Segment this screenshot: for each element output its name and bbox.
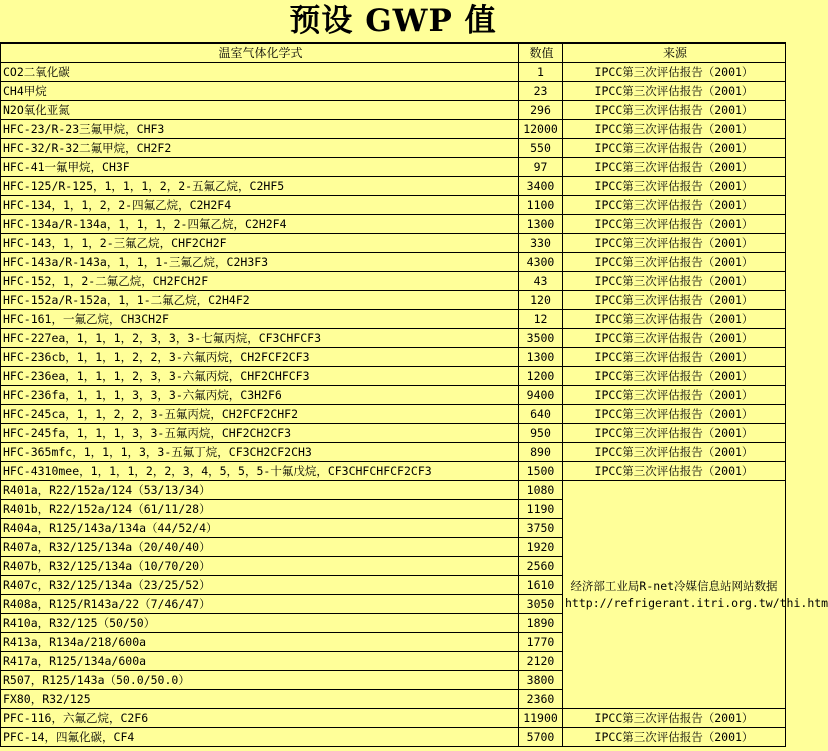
gas-name-cell: HFC-236fa，1，1，1，3，3，3-六氟丙烷，C3H2F6 [1,386,519,405]
gwp-value-cell: 1500 [519,462,563,481]
gas-name-cell: HFC-32/R-32二氟甲烷，CH2F2 [1,139,519,158]
table-row [1,215,786,234]
gwp-value-cell: 3050 [519,595,563,614]
gwp-table [0,43,828,747]
gas-name-cell: HFC-236cb，1，1，1，2，2，3-六氟丙烷，CH2FCF2CF3 [1,348,519,367]
gas-name-cell: HFC-245fa，1，1，1，3，3-五氟丙烷，CHF2CH2CF3 [1,424,519,443]
gas-name-cell: HFC-227ea，1，1，1，2，3，3，3-七氟丙烷，CF3CHFCF3 [1,329,519,348]
gas-name-cell: R410a，R32/125（50/50） [1,614,519,633]
gas-name-cell: R407b，R32/125/134a（10/70/20） [1,557,519,576]
gwp-value-cell: 3500 [519,329,563,348]
gwp-value-cell: 1610 [519,576,563,595]
gwp-value-cell: 1890 [519,614,563,633]
gas-name-cell: HFC-41一氟甲烷，CH3F [1,158,519,177]
source-cell: IPCC第三次评估报告（2001） [563,196,786,215]
table-row [1,367,786,386]
gwp-value-cell: 12000 [519,120,563,139]
gwp-value-cell: 2560 [519,557,563,576]
gas-name-cell: HFC-236ea，1，1，1，2，3，3-六氟丙烷，CHF2CHFCF3 [1,367,519,386]
source-cell: IPCC第三次评估报告（2001） [563,405,786,424]
gas-name-cell: FX80，R32/125 [1,690,519,709]
gas-name-cell: HFC-23/R-23三氟甲烷，CHF3 [1,120,519,139]
gwp-value-cell: 1200 [519,367,563,386]
table-row [1,329,786,348]
gas-name-cell: R408a，R125/R143a/22（7/46/47） [1,595,519,614]
source-cell: IPCC第三次评估报告（2001） [563,424,786,443]
gas-name-cell: HFC-143a/R-143a，1，1，1-三氟乙烷，C2H3F3 [1,253,519,272]
gas-name-cell: R507，R125/143a（50.0/50.0） [1,671,519,690]
gas-name-cell: R401b，R22/152a/124（61/11/28） [1,500,519,519]
gwp-value-cell: 296 [519,101,563,120]
source-cell: IPCC第三次评估报告（2001） [563,386,786,405]
source-cell: IPCC第三次评估报告（2001） [563,443,786,462]
table-row [1,709,786,728]
gwp-value-cell: 23 [519,82,563,101]
table-row [1,462,786,481]
gwp-value-cell: 1300 [519,215,563,234]
gwp-value-cell: 950 [519,424,563,443]
source-cell: IPCC第三次评估报告（2001） [563,728,786,747]
source-cell: IPCC第三次评估报告（2001） [563,709,786,728]
table-row [1,272,786,291]
source-cell: IPCC第三次评估报告（2001） [563,348,786,367]
source-cell: IPCC第三次评估报告（2001） [563,82,786,101]
gwp-value-cell: 1080 [519,481,563,500]
gas-name-cell: HFC-161，一氟乙烷，CH3CH2F [1,310,519,329]
source-cell: IPCC第三次评估报告（2001） [563,310,786,329]
table-row [1,481,786,500]
gwp-value-cell: 890 [519,443,563,462]
gas-name-cell: HFC-125/R-125，1，1，1，2，2-五氟乙烷，C2HF5 [1,177,519,196]
gwp-value-cell: 1 [519,63,563,82]
table-row [1,158,786,177]
gwp-value-cell: 4300 [519,253,563,272]
gas-name-cell: PFC-14，四氟化碳，CF4 [1,728,519,747]
source-cell: IPCC第三次评估报告（2001） [563,177,786,196]
source-cell: IPCC第三次评估报告（2001） [563,63,786,82]
source-cell: IPCC第三次评估报告（2001） [563,329,786,348]
gas-name-cell: R407a，R32/125/134a（20/40/40） [1,538,519,557]
gas-name-cell: HFC-4310mee，1，1，1，2，2，3，4，5，5，5-十氟戊烷，CF3CHFCHFCF2CF3 [1,462,519,481]
table-row [1,101,786,120]
gas-name-cell: HFC-134a/R-134a，1，1，1，2-四氟乙烷，C2H2F4 [1,215,519,234]
gas-name-cell: HFC-245ca，1，1，2，2，3-五氟丙烷，CH2FCF2CHF2 [1,405,519,424]
source-cell: IPCC第三次评估报告（2001） [563,291,786,310]
gwp-value-cell: 1770 [519,633,563,652]
table-row [1,234,786,253]
table-row [1,348,786,367]
source-cell: IPCC第三次评估报告（2001） [563,253,786,272]
gas-name-cell: CO2二氧化碳 [1,63,519,82]
gwp-value-cell: 640 [519,405,563,424]
table-row [1,405,786,424]
gwp-value-cell: 2120 [519,652,563,671]
gwp-value-cell: 120 [519,291,563,310]
table-row [1,424,786,443]
gwp-value-cell: 43 [519,272,563,291]
gwp-value-cell: 2360 [519,690,563,709]
table-body [1,63,828,747]
source-cell: IPCC第三次评估报告（2001） [563,101,786,120]
gas-name-cell: HFC-152，1，2-二氟乙烷，CH2FCH2F [1,272,519,291]
gwp-value-cell: 1100 [519,196,563,215]
gas-name-cell: HFC-152a/R-152a，1，1-二氟乙烷，C2H4F2 [1,291,519,310]
gwp-value-cell: 97 [519,158,563,177]
gwp-value-cell: 3400 [519,177,563,196]
gwp-value-cell: 3800 [519,671,563,690]
gas-name-cell: HFC-365mfc，1，1，1，3，3-五氟丁烷，CF3CH2CF2CH3 [1,443,519,462]
gas-name-cell: R417a，R125/134a/600a [1,652,519,671]
column-header-source: 来源 [563,44,786,63]
blend-source-cell: 经济部工业局R-net冷媒信息站网站数据 http://refrigerant.itri.org.tw/thi.htm [563,481,786,709]
gas-name-cell: N2O氧化亚氮 [1,101,519,120]
gas-name-cell: CH4甲烷 [1,82,519,101]
gwp-value-cell: 1300 [519,348,563,367]
table-row [1,120,786,139]
gas-name-cell: HFC-134，1，1，2，2-四氟乙烷，C2H2F4 [1,196,519,215]
gwp-value-cell: 5700 [519,728,563,747]
source-cell: IPCC第三次评估报告（2001） [563,272,786,291]
source-cell: IPCC第三次评估报告（2001） [563,158,786,177]
table-row [1,291,786,310]
table-row [1,196,786,215]
source-cell: IPCC第三次评估报告（2001） [563,367,786,386]
gwp-value-cell: 12 [519,310,563,329]
gwp-value-cell: 1920 [519,538,563,557]
table-row [1,386,786,405]
source-cell: IPCC第三次评估报告（2001） [563,234,786,253]
gwp-value-cell: 3750 [519,519,563,538]
gwp-value-cell: 11900 [519,709,563,728]
table-row [1,443,786,462]
gas-name-cell: HFC-143，1，1，2-三氟乙烷，CHF2CH2F [1,234,519,253]
table-header-row [1,44,786,63]
gwp-value-cell: 1190 [519,500,563,519]
column-header-gas: 温室气体化学式 [1,44,519,63]
table-row [1,177,786,196]
source-cell: IPCC第三次评估报告（2001） [563,462,786,481]
gas-name-cell: R404a，R125/143a/134a（44/52/4） [1,519,519,538]
table-row [1,82,786,101]
gas-name-cell: R407c，R32/125/134a（23/25/52） [1,576,519,595]
table-row [1,139,786,158]
gwp-value-cell: 330 [519,234,563,253]
column-header-value: 数值 [519,44,563,63]
gwp-value-cell: 550 [519,139,563,158]
source-cell: IPCC第三次评估报告（2001） [563,215,786,234]
gas-name-cell: PFC-116，六氟乙烷，C2F6 [1,709,519,728]
page-title: 预设 GWP 值 [0,0,786,43]
table-row [1,310,786,329]
table-row [1,728,786,747]
gwp-value-cell: 9400 [519,386,563,405]
table-row [1,63,786,82]
gas-name-cell: R401a，R22/152a/124（53/13/34） [1,481,519,500]
gas-name-cell: R413a，R134a/218/600a [1,633,519,652]
source-cell: IPCC第三次评估报告（2001） [563,139,786,158]
source-cell: IPCC第三次评估报告（2001） [563,120,786,139]
table-row [1,253,786,272]
